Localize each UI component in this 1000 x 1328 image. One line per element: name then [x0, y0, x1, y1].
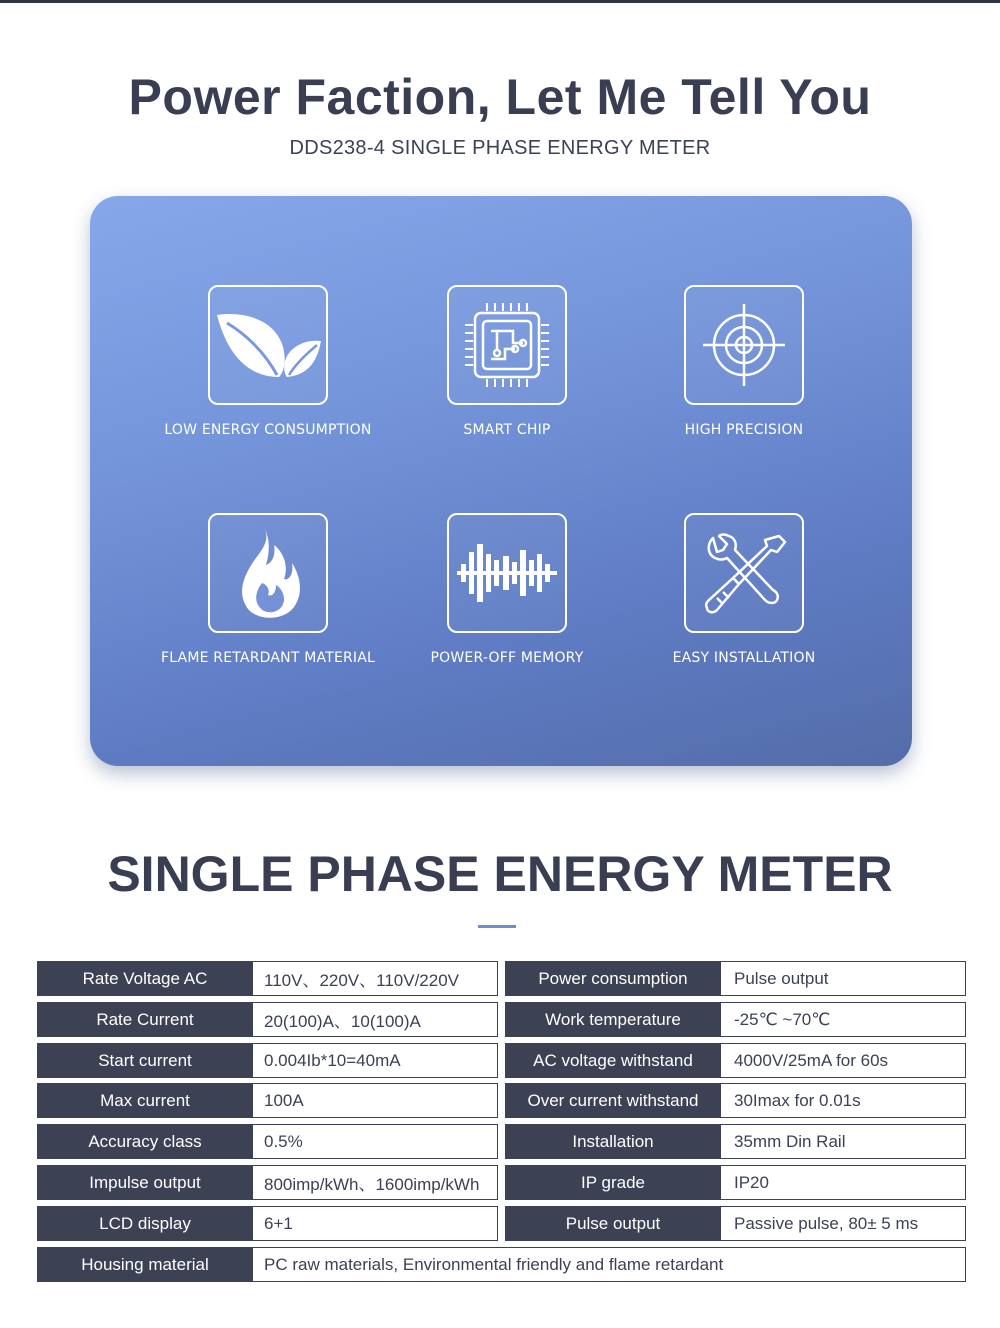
- spec-label: Pulse output: [505, 1206, 721, 1241]
- spec-row: [37, 1124, 498, 1159]
- feature-panel: [90, 196, 912, 766]
- spec-label: Installation: [505, 1124, 721, 1159]
- spec-label: Rate Voltage AC: [37, 961, 253, 996]
- spec-label: Rate Current: [37, 1002, 253, 1037]
- spec-label: Impulse output: [37, 1165, 253, 1200]
- spec-value: 20(100)A、10(100)A: [253, 1002, 498, 1037]
- spec-row: [37, 1002, 498, 1037]
- spec-label: Start current: [37, 1043, 253, 1078]
- feature-label: POWER-OFF MEMORY: [430, 650, 584, 666]
- spec-label: Power consumption: [505, 961, 721, 996]
- spec-row: [505, 1002, 966, 1037]
- waveform-icon: [447, 513, 567, 633]
- spec-value: Passive pulse, 80± 5 ms: [721, 1206, 966, 1241]
- spec-label: Max current: [37, 1083, 253, 1118]
- spec-value: 0.5%: [253, 1124, 498, 1159]
- spec-label: IP grade: [505, 1165, 721, 1200]
- flame-icon: [208, 513, 328, 633]
- spec-label: Housing material: [37, 1247, 253, 1282]
- spec-row: [505, 1124, 966, 1159]
- spec-row: [505, 961, 966, 996]
- spec-value: 4000V/25mA for 60s: [721, 1043, 966, 1078]
- spec-label: LCD display: [37, 1206, 253, 1241]
- page-title: Power Faction, Let Me Tell You: [128, 69, 872, 125]
- section-underline: [478, 925, 516, 928]
- target-icon: [684, 285, 804, 405]
- spec-label: Over current withstand: [505, 1083, 721, 1118]
- spec-row: [505, 1206, 966, 1241]
- spec-row-housing: [37, 1247, 966, 1282]
- spec-row: [37, 1043, 498, 1078]
- feature-label: LOW ENERGY CONSUMPTION: [164, 422, 372, 438]
- spec-value: PC raw materials, Environmental friendly and flame retardant: [253, 1247, 966, 1282]
- spec-value: -25℃ ~70℃: [721, 1002, 966, 1037]
- chip-icon: [447, 285, 567, 405]
- spec-row: [505, 1083, 966, 1118]
- spec-value: 0.004Ib*10=40mA: [253, 1043, 498, 1078]
- spec-row: [37, 1165, 498, 1200]
- spec-row: [37, 1206, 498, 1241]
- spec-value: 6+1: [253, 1206, 498, 1241]
- spec-row: [37, 1083, 498, 1118]
- feature-label: EASY INSTALLATION: [672, 650, 816, 666]
- spec-value: 110V、220V、110V/220V: [253, 961, 498, 996]
- spec-row: [505, 1043, 966, 1078]
- top-rule: [0, 0, 1000, 3]
- feature-label: FLAME RETARDANT MATERIAL: [160, 650, 376, 666]
- leaf-icon: [208, 285, 328, 405]
- spec-value: 800imp/kWh、1600imp/kWh: [253, 1165, 498, 1200]
- spec-label: Accuracy class: [37, 1124, 253, 1159]
- spec-value: 100A: [253, 1083, 498, 1118]
- spec-row: [505, 1165, 966, 1200]
- feature-label: SMART CHIP: [463, 422, 551, 438]
- spec-value: Pulse output: [721, 961, 966, 996]
- spec-row: [37, 961, 498, 996]
- spec-label: AC voltage withstand: [505, 1043, 721, 1078]
- spec-label: Work temperature: [505, 1002, 721, 1037]
- tools-icon: [684, 513, 804, 633]
- section-title: SINGLE PHASE ENERGY METER: [107, 846, 893, 902]
- spec-value: 30Imax for 0.01s: [721, 1083, 966, 1118]
- spec-value: IP20: [721, 1165, 966, 1200]
- feature-label: HIGH PRECISION: [684, 422, 804, 438]
- page-subtitle: DDS238-4 SINGLE PHASE ENERGY METER: [289, 137, 711, 159]
- spec-value: 35mm Din Rail: [721, 1124, 966, 1159]
